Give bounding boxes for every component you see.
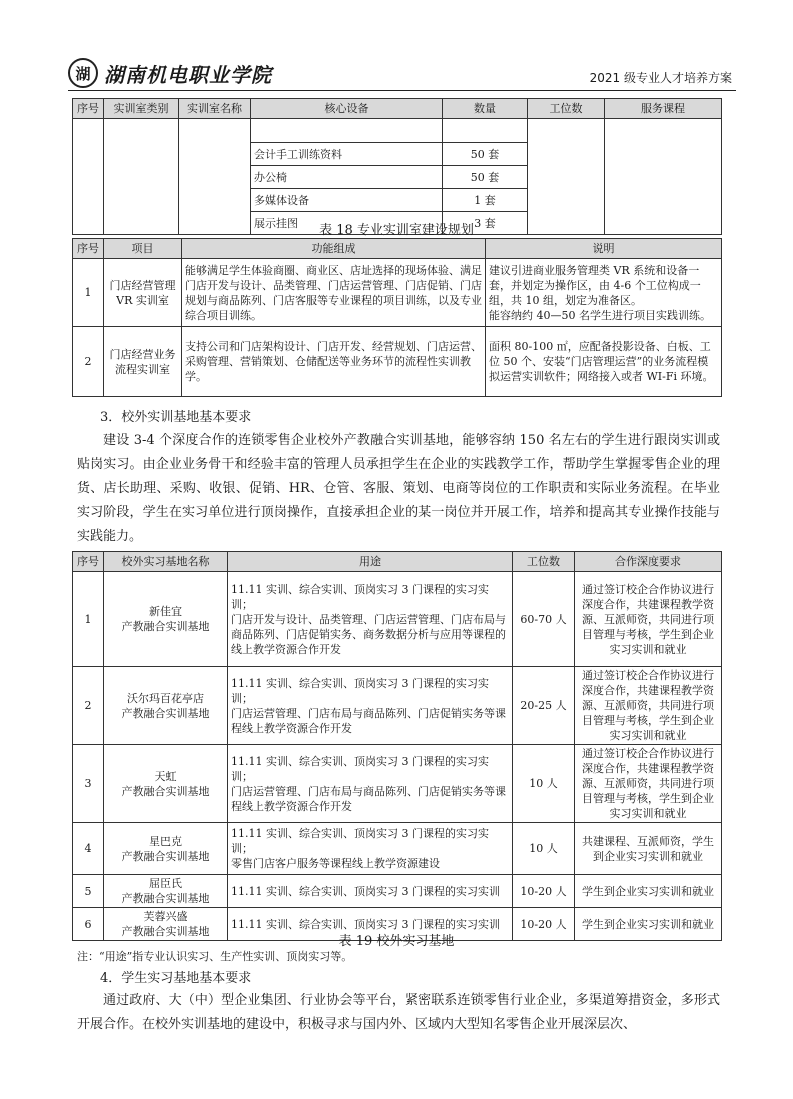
use-cell: 11.11 实训、综合实训、顶岗实习 3 门课程的实习实训	[228, 908, 513, 941]
school-logo	[68, 55, 308, 91]
col-header-category: 实训室类别	[104, 99, 179, 119]
use-line-2: 门店运营管理、门店布局与商品陈列、门店促销实务等课程线上教学资源合作开发	[231, 706, 506, 735]
equipment-cell: 办公椅	[251, 166, 443, 189]
quantity-cell	[443, 119, 528, 143]
col-header-no: 序号	[73, 99, 104, 119]
col-header-cooperation: 合作深度要求	[575, 552, 722, 572]
row-number: 6	[73, 908, 104, 941]
equipment-cell: 展示挂图	[251, 212, 443, 235]
school-seal-icon: 湖	[68, 58, 98, 88]
equipment-table-continued	[72, 98, 722, 235]
base-name: 屈臣氏 产教融合实训基地	[104, 875, 228, 908]
cooperation-cell: 通过签订校企合作协议进行深度合作，共建课程教学资源、互派师资，共同进行项目管理与考核，学生到企业实习实训和就业	[575, 667, 722, 745]
use-cell	[228, 667, 513, 745]
table-row	[73, 745, 722, 823]
row-number: 1	[73, 572, 104, 667]
use-line-1: 11.11 实训、综合实训、顶岗实习 3 门课程的实习实训；	[231, 827, 489, 855]
item-name: 门店经营业务流程实训室	[104, 327, 182, 397]
table19-external-bases	[72, 551, 722, 941]
row-number: 2	[73, 327, 104, 397]
school-name: 湖南机电职业学院	[104, 62, 272, 87]
table-row	[73, 875, 722, 908]
table19-caption: 表 19 校外实习基地	[338, 934, 455, 949]
quantity-cell: 3 套	[443, 212, 528, 235]
base-name: 沃尔玛百花亭店 产教融合实训基地	[104, 667, 228, 745]
function-cell: 支持公司和门店架构设计、门店开发、经营规划、门店运营、采购管理、营销策划、仓储配送等业务环节的流程性实训教学。	[182, 327, 486, 397]
col-header-quantity: 数量	[443, 99, 528, 119]
equipment-cell	[251, 119, 443, 143]
base-name: 芙蓉兴盛 产教融合实训基地	[104, 908, 228, 941]
use-cell	[228, 823, 513, 875]
col-header-base-name: 校外实习基地名称	[104, 552, 228, 572]
col-header-room-name: 实训室名称	[179, 99, 251, 119]
quantity-cell: 50 套	[443, 143, 528, 166]
table-row	[73, 823, 722, 875]
cooperation-cell: 通过签订校企合作协议进行深度合作，共建课程教学资源、互派师资，共同进行项目管理与考核，学生到企业实习实训和就业	[575, 745, 722, 823]
use-line-1: 11.11 实训、综合实训、顶岗实习 3 门课程的实习实训；	[231, 754, 489, 783]
base-name: 天虹 产教融合实训基地	[104, 745, 228, 823]
col-header-no: 序号	[73, 239, 104, 259]
row-number: 3	[73, 745, 104, 823]
col-header-description: 说明	[486, 239, 722, 259]
equipment-cell: 多媒体设备	[251, 189, 443, 212]
col-header-courses: 服务课程	[605, 99, 722, 119]
function-cell: 能够满足学生体验商圈、商业区、店址选择的现场体验、满足门店开发与设计、品类管理、门店运营管理、门店促销、门店规划与商品陈列、门店客服等专业课程的项目训练，以及专业综合项目训练。	[182, 259, 486, 327]
col-header-no: 序号	[73, 552, 104, 572]
use-line-2: 门店运营管理、门店布局与商品陈列、门店促销实务等课程线上教学资源合作开发	[231, 784, 506, 813]
seats-cell: 10-20 人	[513, 875, 575, 908]
use-line-2: 零售门店客户服务等课程线上教学资源建设	[231, 857, 440, 870]
row-number: 5	[73, 875, 104, 908]
table-row	[73, 259, 722, 327]
description-cell: 建议引进商业服务管理类 VR 系统和设备一套，并划定为操作区，由 4-6 个工位构成一组，共 10 组，划定为准备区。 能容纳约 40—50 名学生进行项目实践训练。	[486, 259, 722, 327]
row-number: 1	[73, 259, 104, 327]
seats-cell: 10-20 人	[513, 908, 575, 941]
quantity-cell: 50 套	[443, 166, 528, 189]
seats-cell: 10 人	[513, 823, 575, 875]
use-cell	[228, 572, 513, 667]
section3-paragraph: 建设 3-4 个深度合作的连锁零售企业校外产教融合实训基地，能够容纳 150 名左右的学生进行跟岗实训或贴岗实习。由企业业务骨干和经验丰富的管理人员承担学生在企业的实践教学工作，帮助学生掌握零售企业的理货、店长助理、采购、收银、促销、HR、仓管、客服、策划、电商等岗位的工作职责和实际业务流程。在毕业实习阶段，学生在实习单位进行顶岗操作，直接承担企业的某一岗位并开展工作，培养和提高其专业操作技能与实践能力。	[77, 433, 720, 544]
col-header-seats: 工位数	[513, 552, 575, 572]
table-row	[73, 572, 722, 667]
table-row	[73, 667, 722, 745]
quantity-cell: 1 套	[443, 189, 528, 212]
page-header	[68, 55, 736, 91]
cooperation-cell: 学生到企业实习实训和就业	[575, 908, 722, 941]
cooperation-cell: 通过签订校企合作协议进行深度合作，共建课程教学资源、互派师资，共同进行项目管理与考核，学生到企业实习实训和就业	[575, 572, 722, 667]
row-number: 4	[73, 823, 104, 875]
base-name: 新佳宜 产教融合实训基地	[104, 572, 228, 667]
row-number: 2	[73, 667, 104, 745]
table-row	[73, 119, 722, 143]
use-line-1: 11.11 实训、综合实训、顶岗实习 3 门课程的实习实训；	[231, 676, 489, 705]
description-cell: 面积 80-100 ㎡，应配备投影设备、白板、工位 50 个、安装“门店管理运营”的业务流程模拟运营实训软件；网络接入或者 WI-Fi 环境。	[486, 327, 722, 397]
item-name: 门店经营管理 VR 实训室	[104, 259, 182, 327]
seats-cell: 60-70 人	[513, 572, 575, 667]
use-line-1: 11.11 实训、综合实训、顶岗实习 3 门课程的实习实训；	[231, 582, 489, 611]
section4-heading: 4．学生实习基地基本要求	[100, 971, 252, 986]
col-header-seats: 工位数	[528, 99, 605, 119]
use-cell: 11.11 实训、综合实训、顶岗实习 3 门课程的实习实训	[228, 875, 513, 908]
base-name: 星巴克 产教融合实训基地	[104, 823, 228, 875]
seats-cell: 10 人	[513, 745, 575, 823]
use-line-2: 门店开发与设计、品类管理、门店运营管理、门店布局与商品陈列、门店促销实务、商务数据分析与应用等课程的线上教学资源合作开发	[231, 612, 506, 656]
table-row	[73, 327, 722, 397]
section3-heading: 3．校外实训基地基本要求	[100, 410, 252, 425]
col-header-item: 项目	[104, 239, 182, 259]
document-title: 2021 级专业人才培养方案	[589, 71, 732, 85]
cooperation-cell: 学生到企业实习实训和就业	[575, 875, 722, 908]
table18-caption: 表 18 专业实训室建设规划	[319, 223, 474, 238]
table18-training-room-plan	[72, 238, 722, 397]
col-header-function: 功能组成	[182, 239, 486, 259]
section4-paragraph: 通过政府、大（中）型企业集团、行业协会等平台，紧密联系连锁零售行业企业，多渠道筹措资金，多形式开展合作。在校外实训基地的建设中，积极寻求与国内外、区域内大型知名零售企业开展深层次、	[77, 993, 720, 1032]
equipment-cell: 会计手工训练资料	[251, 143, 443, 166]
use-cell	[228, 745, 513, 823]
col-header-equipment: 核心设备	[251, 99, 443, 119]
table19-note: 注：“用途”指专业认识实习、生产性实训、顶岗实习等。	[77, 950, 353, 963]
col-header-use: 用途	[228, 552, 513, 572]
seats-cell: 20-25 人	[513, 667, 575, 745]
cooperation-cell: 共建课程、互派师资，学生到企业实习实训和就业	[575, 823, 722, 875]
